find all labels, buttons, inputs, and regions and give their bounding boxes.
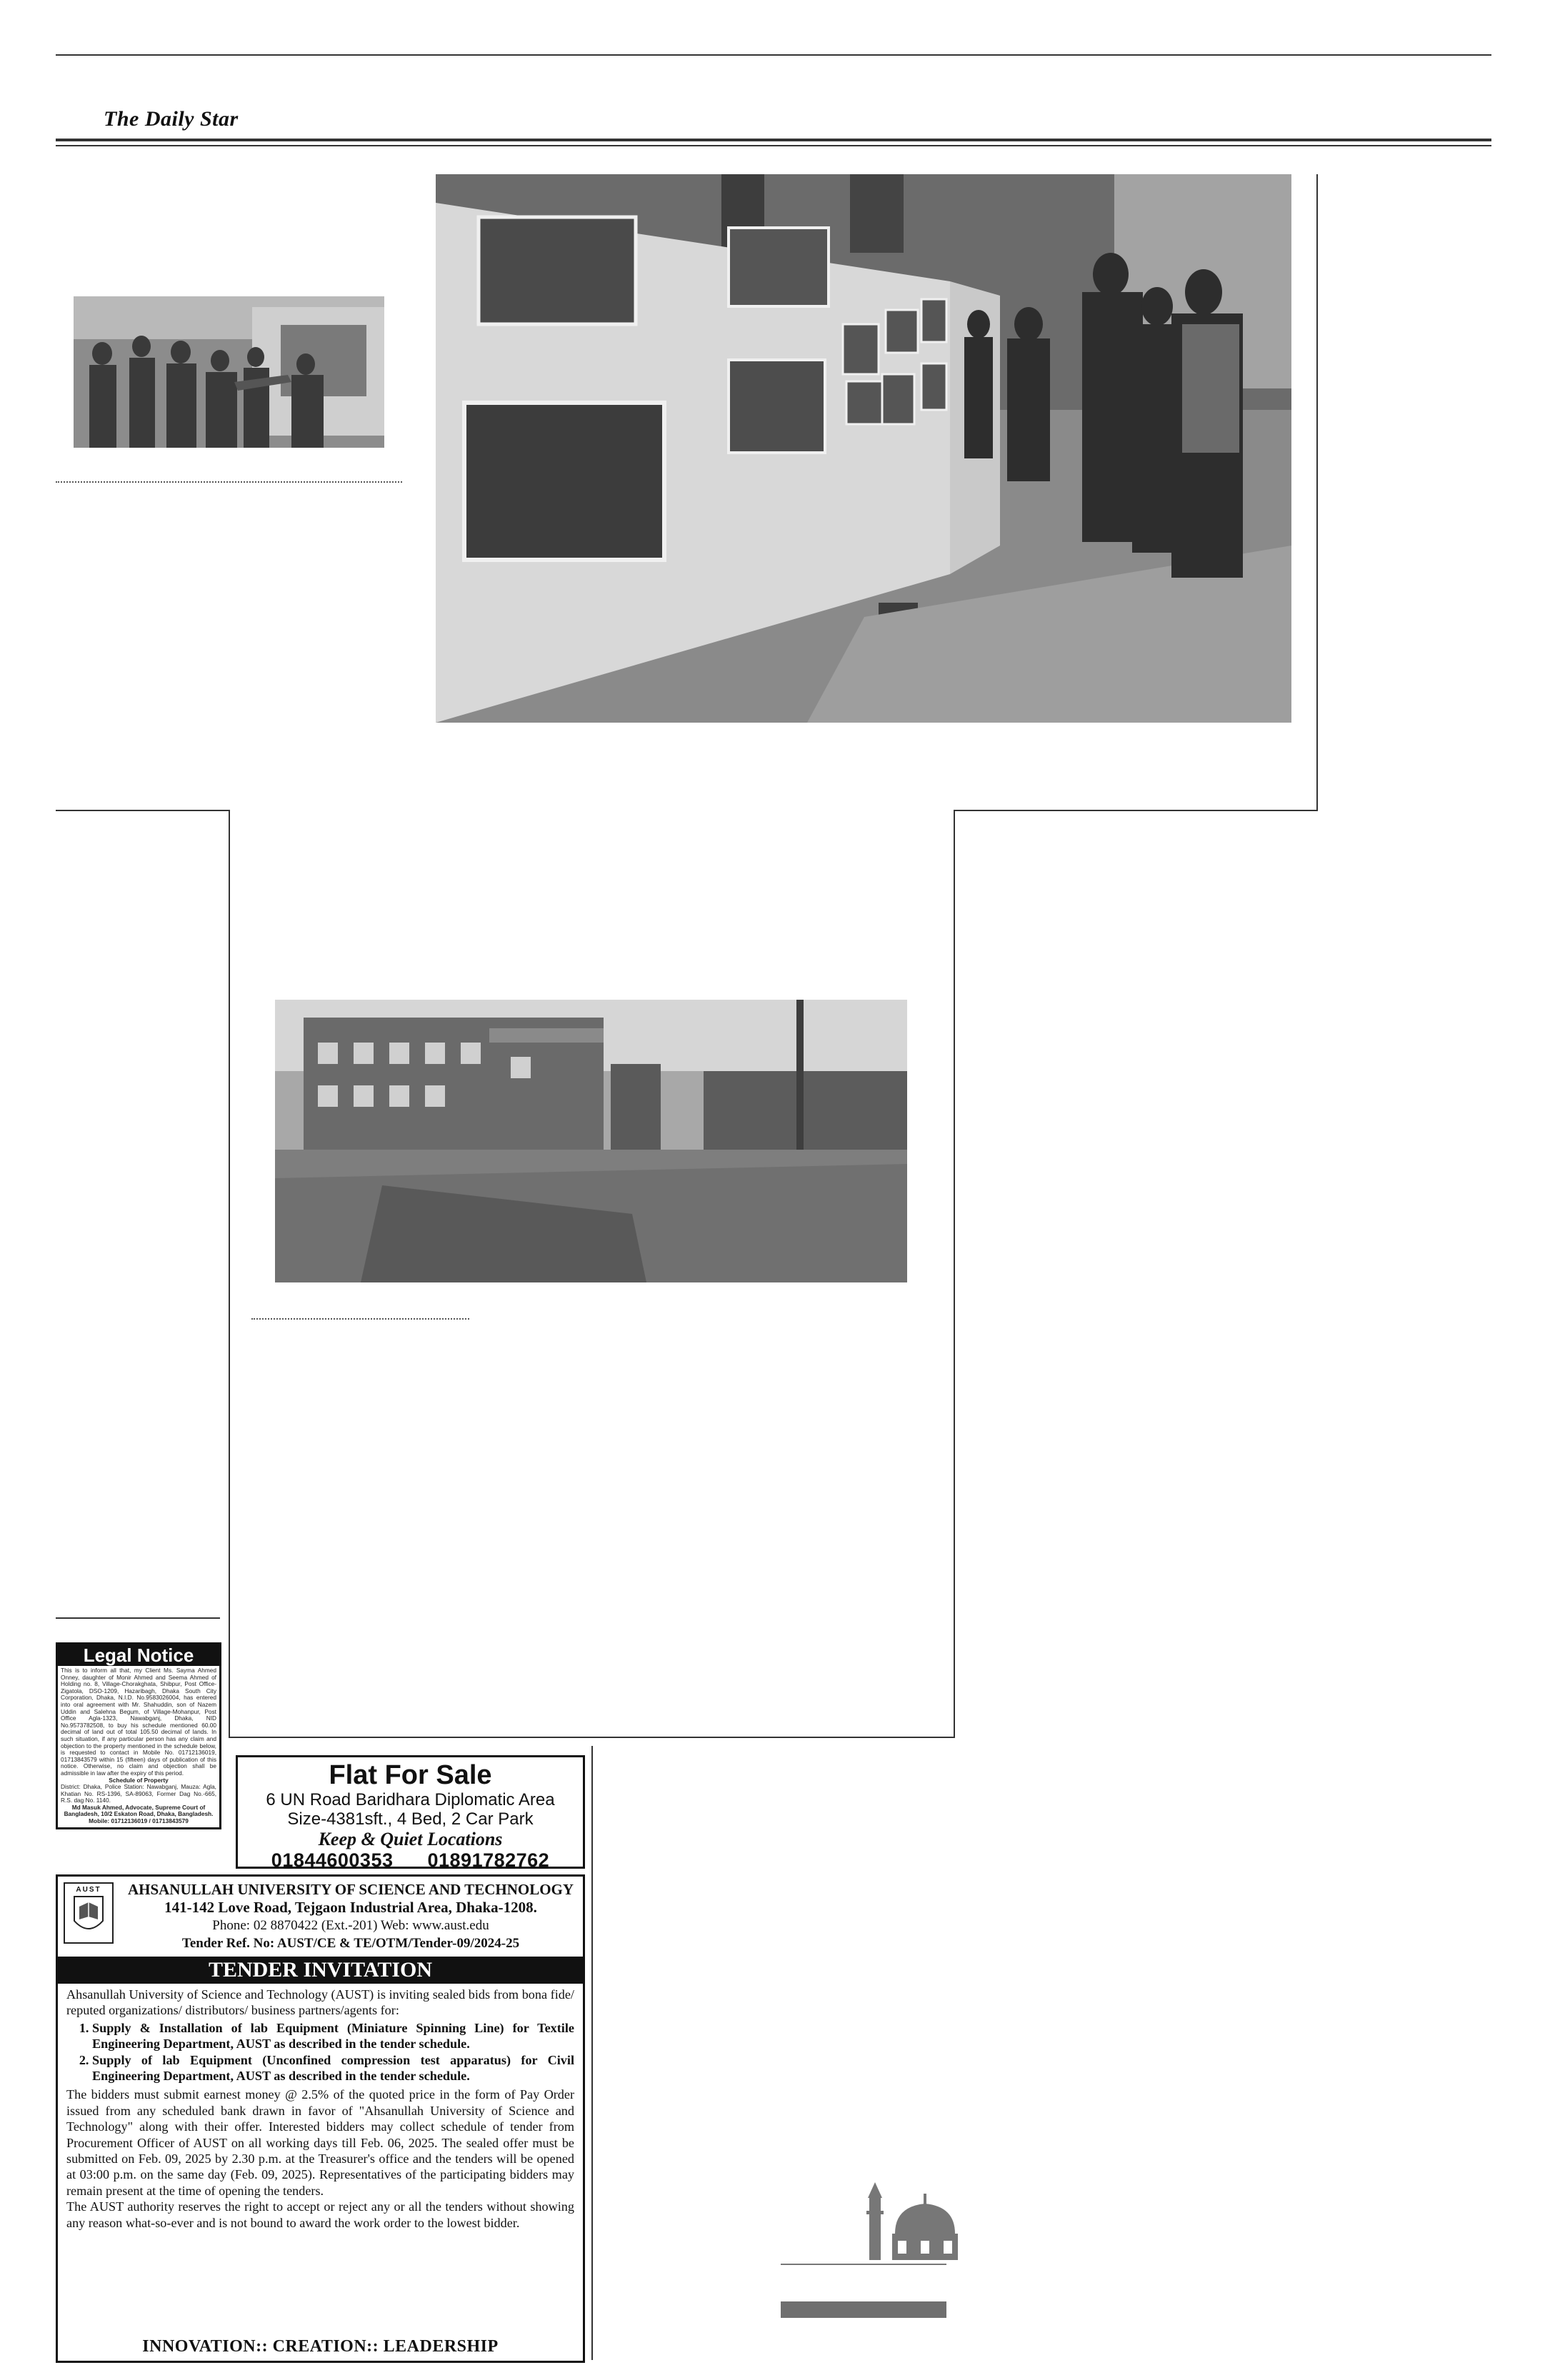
legal-notice-signature: Md Masuk Ahmed, Advocate, Supreme Court of Bangladesh, 10/2 Eskaton Road, Dhaka, Bangladesh. Mobile: 01712136019 / 01713843579: [64, 1803, 214, 1825]
street-photo-exhibition: [436, 174, 1291, 723]
exhibition-visitors-photo: [74, 296, 384, 448]
flat-ad-address: 6 UN Road Baridhara Diplomatic Area: [266, 1790, 555, 1809]
legal-notice-ad: [56, 1642, 221, 1829]
legal-notice-schedule-title: Schedule of Property: [109, 1776, 169, 1784]
story2-box-left: [229, 810, 230, 1738]
left-column-rule: [56, 1617, 220, 1619]
flat-ad-phones: [238, 1849, 583, 1872]
dotted-divider: [56, 481, 402, 483]
legal-notice-body: [58, 1666, 219, 1827]
tender-body: [58, 1984, 583, 2231]
flat-ad-phone-1: 01844600353: [271, 1849, 394, 1871]
story2-box-bottom: [229, 1737, 955, 1738]
legal-notice-text: This is to inform all that, my Client Ms. Sayma Ahmed Onney, daughter of Monir Ahmed and Seema Ahmed of Holding no. 8, Village-Chorakghata, Shibpur, Post Office-Zigatola, DSO-1209, Hazaribagh, Dhaka South City Corporation, Dhaka, N.I.D. No.9583026004, has entered into oral agreement with Mr. Shahuddin, son of Nazem Uddin and Salehna Begum, of Village-Mohanpur, Post Office Agla-1323, Nawabganj, Dhaka, NID No.9573782508, to buy his schedule mentioned 60.00 decimal of land out of total 105.50 decimal of lands. In such situation, if any particular person has any claim and objection to the property mentioned in the schedule below, is requested to contact in Mobile No. 01712136019, 01713843579 within 15 (fifteen) days of publication of this notice. Otherwise, no claim and objection shall be admissible in law after the expiry of this period.: [61, 1667, 216, 1777]
story-box-right: [1316, 174, 1318, 811]
flat-ad-details: Size-4381sft., 4 Bed, 2 Car Park: [287, 1809, 534, 1829]
construction-site-photo: [275, 1000, 907, 1282]
university-logo-icon: AUST: [64, 1882, 114, 1944]
tender-invitation-ad: [56, 1874, 585, 2363]
tender-reference: Tender Ref. No: AUST/CE & TE/OTM/Tender-09/2024-25: [181, 1936, 520, 1951]
tender-address: 141-142 Love Road, Tejgaon Industrial Area, Dhaka-1208.: [164, 1899, 537, 1916]
legal-notice-title: Legal Notice: [58, 1645, 219, 1666]
header-rule-thick: [56, 139, 1491, 141]
story-box-bottom-left: [56, 810, 229, 811]
tender-heading: TENDER INVITATION: [58, 1957, 583, 1984]
tender-item: 2. Supply of lab Equipment (Unconfined compression test apparatus) for Civil Engineering Department, AUST as described in the tender schedule.: [92, 2052, 574, 2084]
tender-contact: Phone: 02 8870422 (Ext.-201) Web: www.aust.edu: [212, 1918, 489, 1933]
top-rule: [56, 54, 1491, 56]
dotted-divider-2: [251, 1318, 469, 1320]
tender-items: [66, 2020, 574, 2084]
tender-university-name: AHSANULLAH UNIVERSITY OF SCIENCE AND TECHNOLOGY: [127, 1881, 574, 1898]
flat-for-sale-ad: [236, 1755, 585, 1869]
flat-ad-title: Flat For Sale: [329, 1760, 492, 1790]
story2-box-right: [954, 810, 955, 1738]
tender-disclaimer: The AUST authority reserves the right to accept or reject any or all the tenders without showing any reason what-so-ever and is not bound to award the work order to the lowest bidder.: [66, 2199, 574, 2230]
flat-ad-phone-2: 01891782762: [427, 1849, 550, 1871]
tender-intro: Ahsanullah University of Science and Technology (AUST) is inviting sealed bids from bona fide/ reputed organizations/ distributors/ business partners/agents for:: [66, 1987, 574, 2018]
mosque-rule: [781, 2264, 946, 2265]
tender-header: [58, 1877, 583, 1957]
tender-footer: INNOVATION:: CREATION:: LEADERSHIP: [142, 2337, 499, 2356]
legal-notice-schedule: District: Dhaka, Police Station: Nawabganj, Mauza: Agla, Khatian No. RS-1396, SA-89063, Former Dag No.-665, R.S. dag No. 1140.: [61, 1783, 216, 1804]
masthead-logo: The Daily Star: [104, 107, 239, 131]
tender-terms: The bidders must submit earnest money @ 2.5% of the quoted price in the form of Pay Order issued from any scheduled bank drawn in favor of "Ahsanullah University of Science and Technology" along with their offer. Interested bidders may collect schedule of tender from Procurement Officer of AUST on all working days till Feb. 06, 2025. The sealed offer must be submitted on Feb. 09, 2025 by 2.30 p.m. at the Treasurer's office and the tenders will be opened at 03:00 p.m. on the same day (Feb. 09, 2025). Representatives of the participating bidders may remain present at the time of opening the tenders.: [66, 2087, 574, 2198]
flat-ad-tagline: Keep & Quiet Locations: [318, 1829, 503, 1849]
tender-item: 1. Supply & Installation of lab Equipment (Miniature Spinning Line) for Textile Engineering Department, AUST as described in the tender schedule.: [92, 2020, 574, 2052]
mosque-icon: [861, 2178, 961, 2260]
story-box-bottom-right: [954, 810, 1318, 811]
header-rule-thin: [56, 145, 1491, 146]
prayer-times-bar: [781, 2301, 946, 2318]
tender-column-rule: [591, 1746, 593, 2360]
